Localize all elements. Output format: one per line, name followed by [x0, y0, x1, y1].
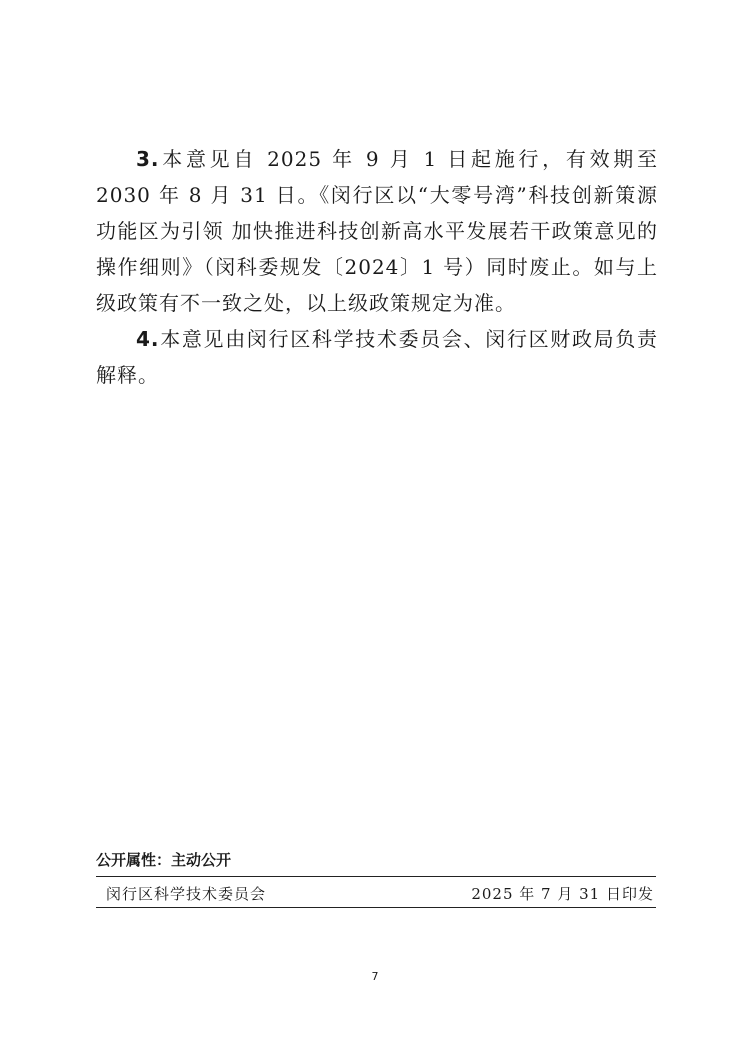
footer-bottom-rule [96, 907, 656, 908]
page-number: 7 [371, 970, 379, 983]
clause-4-paragraph [96, 321, 658, 393]
clause-3-paragraph [96, 141, 658, 321]
issue-date: 2025 年 7 月 31 日印发 [471, 885, 654, 903]
document-body [96, 141, 658, 393]
clause-4-text: 本意见由闵行区科学技术委员会、闵行区财政局负责解释。 [96, 327, 658, 387]
disclosure-attribute: 公开属性：主动公开 [96, 851, 232, 869]
issuing-authority: 闵行区科学技术委员会 [106, 885, 267, 903]
footer-top-rule [96, 876, 656, 877]
clause-4-number: 4. [136, 327, 160, 351]
clause-3-number: 3. [136, 147, 160, 171]
clause-3-text: 本意见自 2025 年 9 月 1 日起施行，有效期至 2030 年 8 月 31 日。《闵行区以“大零号湾”科技创新策源功能区为引领 加快推进科技创新高水平发展若干政策意见的操作细则》（闵科委规发〔2024〕1 号）同时废止。如与上级政策有不一致之处，以上级政策规定为准。 [96, 147, 658, 315]
